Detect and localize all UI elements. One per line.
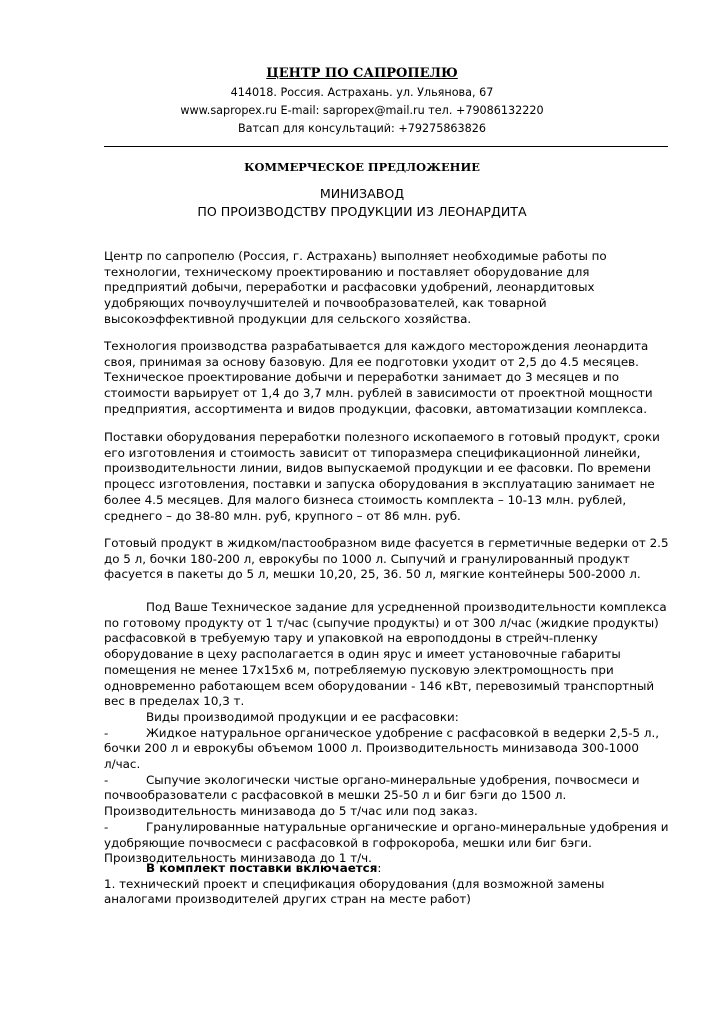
paragraph-intro [104,249,680,328]
text-line: до 5 л, бочки 180-200 л, еврокубы по 1000 л. Сыпучий и гранулированный продукт [104,551,630,566]
list-dash: - [104,725,109,740]
text-line: производительности линии, видов выпускаемой продукции и ее фасовки. По времени [104,461,651,476]
text-line: Центр по сапропелю (Россия, г. Астрахань) выполняет необходимые работы по [104,249,607,263]
list-dash: - [104,772,109,787]
text-line: Производительность минизавода до 1 т/ч. [104,851,372,866]
title-line-2: ПО ПРОИЗВОДСТВУ ПРОДУКЦИИ ИЗ ЛЕОНАРДИТА [197,204,527,219]
list-item [104,726,680,742]
list-dash: - [104,819,109,834]
text-line: аналогами производителей других стран на месте работ) [104,892,471,907]
text-line: Технология производства разрабатывается для каждого месторождения леонардита [104,339,649,353]
text-line: стоимости варьирует от 1,4 до 3,7 млн. рублей в зависимости от проектной мощности [104,386,653,401]
paragraph-equipment [104,430,680,524]
text-line: по готовому продукту от 1 т/час (сыпучие продукты) и от 300 л/час (жидкие продукты) [104,615,659,630]
text-line: расфасовкой в требуемую тару и упаковкой на европоддоны в стрейч-пленку [104,631,598,646]
scope-colon: : [377,861,382,875]
text-line: своя, принимая за основу базовую. Для ее подготовки уходит от 2,5 до 4.5 месяцев. [104,354,639,369]
delivery-scope [104,861,680,908]
text-line: помещения не менее 17х15х6 м, потребляемую пусковую электромощность при [104,662,614,677]
text-line: одновременно работающем всем оборудовании - 146 кВт, перевозимый транспортный [104,678,655,693]
list-item [104,820,680,836]
text-line: предприятий добычи, переработки и расфасовки удобрений, леонардитовых [104,280,595,295]
organization-name: ЦЕНТР ПО САПРОПЕЛЮ [266,66,458,81]
text-line: Производительность минизавода до 5 т/час или под заказ. [104,804,478,819]
text-line: Поставки оборудования переработки полезного ископаемого в готовый продукт, сроки [104,430,660,444]
text-line: вес в пределах 10,3 т. [104,694,245,709]
paragraph-technical-spec [104,600,680,867]
text-line: Гранулированные натуральные органические и органо-минеральные удобрения и [146,819,669,834]
text-line: бочки 200 л и еврокубы объемом 1000 л. Производительность минизавода 300-1000 [104,741,639,756]
text-line: фасуется в пакеты до 5 л, мешки 10,20, 25, 36. 50 л, мягкие контейнеры 500-2000 л. [104,567,641,582]
text-line: процесс изготовления, поставки и запуска оборудования в эксплуатацию занимает не [104,477,655,492]
text-line: технологии, техническому проектированию и поставляет оборудование для [104,264,590,279]
text-line: удобряющие почвосмеси с расфасовкой в гофрокороба, мешки или биг бэги. [104,835,592,850]
text-line: более 4.5 месяцев. Для малого бизнеса стоимость комплекта – 10-13 млн. рублей, [104,492,627,507]
scope-heading: В комплект поставки включается [146,861,378,875]
text-line: оборудование в цеху располагается в один ярус и имеет установочные габариты [104,647,621,662]
scope-heading-line [104,861,680,877]
whatsapp-contact: Ватсап для консультаций: +79275863826 [237,122,487,135]
document-type: КОММЕРЧЕСКОЕ ПРЕДЛОЖЕНИЕ [244,160,480,174]
text-line: Жидкое натуральное органическое удобрение с расфасовкой в ведерки 2,5-5 л., [146,725,660,740]
text-line: 1. технический проект и спецификация оборудования (для возможной замены [104,876,605,891]
text-line: среднего – до 38-80 млн. руб, крупного – от 86 млн. руб. [104,508,461,523]
text-line: его изготовления и стоимость зависит от типоразмера спецификационной линейки, [104,445,641,460]
text-line: л/час. [104,757,141,772]
text-line: удобряющих почвоулучшителей и почвообразователей, как товарной [104,296,547,311]
list-item [104,773,680,789]
title-line-1: МИНИЗАВОД [319,186,405,201]
text-line: Техническое проектирование добычи и переработки занимает до 3 месяцев и по [104,370,620,385]
text-line: Сыпучие экологически чистые органо-минеральные удобрения, почвосмеси и [146,772,640,787]
text-line: почвообразователи с расфасовкой в мешки 25-50 л и биг бэги до 1500 л. [104,788,567,803]
address: 414018. Россия. Астрахань. ул. Ульянова, 67 [230,86,494,99]
paragraph-packaging [104,536,680,583]
header-divider [104,146,668,147]
text-line: Под Ваше Техническое задание для усредненной производительности комплекса [146,600,667,614]
product-types-intro: Виды производимой продукции и ее расфасовки: [146,709,459,724]
paragraph-technology [104,339,680,418]
text-line: высокоэффективной продукции для сельского хозяйства. [104,311,472,326]
text-line: предприятия, ассортимента и видов продукции, фасовки, автоматизации комплекса. [104,401,647,416]
text-line: Готовый продукт в жидком/пастообразном виде фасуется в герметичные ведерки от 2.5 [104,536,669,550]
web-email-phone: www.sapropex.ru E-mail: sapropex@mail.ru тел. +79086132220 [180,104,544,117]
